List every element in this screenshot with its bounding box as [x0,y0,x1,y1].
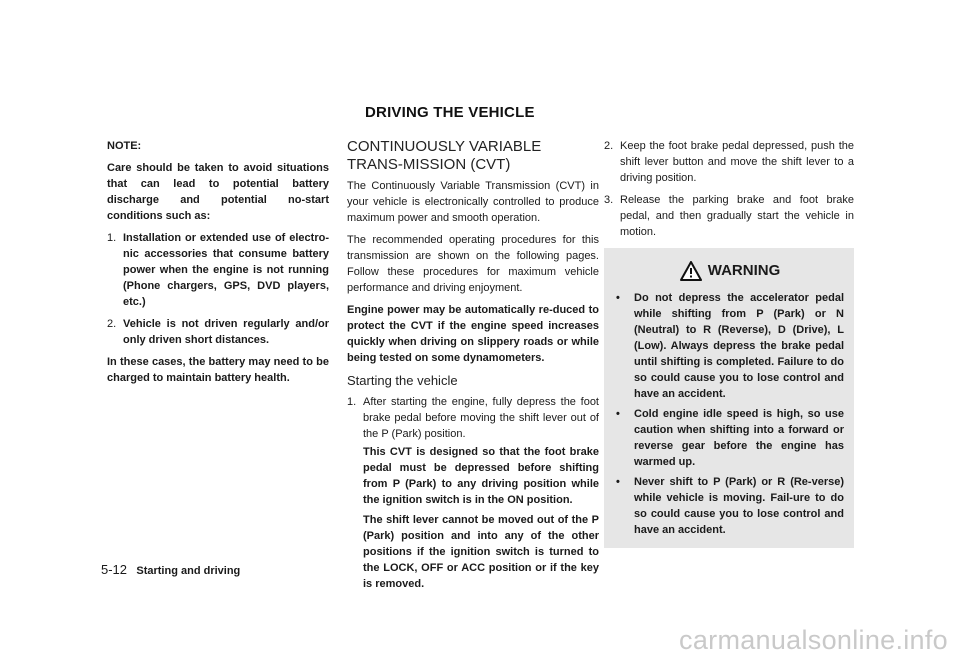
step-number: 2. [604,140,614,152]
starting-step [347,394,599,442]
starting-step [604,192,854,240]
warning-box [604,248,854,548]
note-item [107,316,329,348]
note-item-text: Installation or extended use of electro-nic accessories that consume battery power when the engine is not running (Phone chargers, GPS, DVD players, etc.) [123,232,329,308]
bullet-icon: • [616,476,620,488]
step-text: Release the parking brake and foot brake pedal, and then gradually start the vehicle in motion. [620,194,854,238]
step-number: 3. [604,194,614,206]
warning-item [616,406,844,470]
warning-text: Cold engine idle speed is high, so use caution when shifting into a forward or reverse gear before the engine has warmed up. [634,408,844,468]
note-item-number: 2. [107,318,117,330]
starting-step [604,138,854,186]
note-column [107,138,329,392]
warning-header [616,256,844,286]
step-text: Keep the foot brake pedal depressed, push the shift lever button and move the shift lever to a driving position. [620,140,854,184]
cvt-heading: CONTINUOUSLY VARIABLE TRANS-MISSION (CVT) [347,138,542,173]
step-notes [347,444,599,592]
step-bold-note: This CVT is designed so that the foot brake pedal must be depressed before shifting from P (Park) to any driving position while the ignition switch is in the ON position. [363,446,599,506]
page-footer [101,562,240,577]
warning-item [616,474,844,538]
cvt-paragraph: The Continuously Variable Transmission (CVT) in your vehicle is electronically controlled to produce maximum power and smooth operation. [347,180,599,224]
starting-subheading: Starting the vehicle [347,373,458,388]
note-label: NOTE: [107,140,142,152]
note-item [107,230,329,310]
note-item-text: Vehicle is not driven regularly and/or only driven short distances. [123,318,329,346]
bullet-icon: • [616,292,620,304]
warning-triangle-icon [680,261,702,281]
note-conclusion: In these cases, the battery may need to be charged to maintain battery health. [107,356,329,384]
note-intro: Care should be taken to avoid situations that can lead to potential battery discharge and potential no-start conditions such as: [107,162,329,222]
step-number: 1. [347,396,357,408]
section-title: DRIVING THE VEHICLE [365,104,535,121]
step-text: After starting the engine, fully depress the foot brake pedal before moving the shift lever out of the P (Park) position. [363,396,599,440]
steps-column [604,138,854,548]
cvt-column [347,138,599,596]
warning-title: WARNING [707,262,781,279]
page-number: 5-12 [101,562,128,577]
cvt-paragraph: The recommended operating procedures for this transmission are shown on the following pages. Follow these procedures for maximum vehicle performance and driving enjoyment. [347,234,599,294]
note-item-number: 1. [107,232,117,244]
footer-section-name: Starting and driving [136,565,241,577]
bullet-icon: • [616,408,620,420]
step-bold-note: The shift lever cannot be moved out of the P (Park) position and into any of the other positions if the ignition switch is turned to the LOCK, OFF or ACC position or if the key is removed. [363,514,599,590]
cvt-power-note: Engine power may be automatically re-duced to protect the CVT if the engine speed increases quickly when driving on slippery roads or while being tested on some dynamometers. [347,304,599,364]
warning-item [616,290,844,402]
warning-text: Do not depress the accelerator pedal while shifting from P (Park) or N (Neutral) to R (Reverse), D (Drive), L (Low). Always depress the brake pedal until shifting is completed. Failure to do so could cause you to lose control and have an accident. [634,292,844,400]
watermark: carmanualsonline.info [679,625,948,655]
warning-text: Never shift to P (Park) or R (Re-verse) while vehicle is moving. Fail-ure to do so could cause you to lose control and have an accident. [634,476,844,536]
